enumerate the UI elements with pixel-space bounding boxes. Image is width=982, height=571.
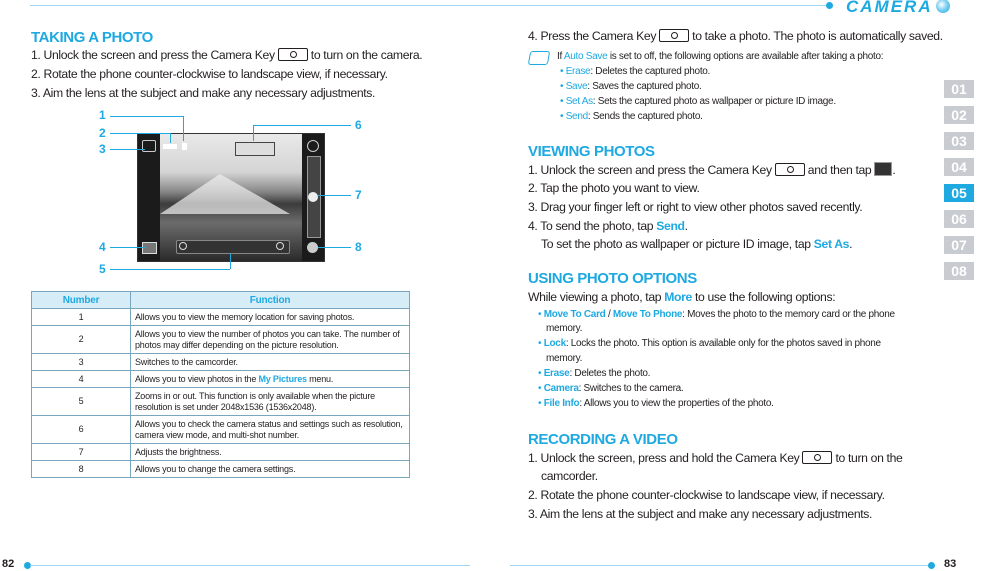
table-cell-number: 1 — [32, 309, 131, 326]
viewing-step-4-end: . — [684, 219, 688, 233]
callout-6: 6 — [355, 118, 362, 132]
callout-7-line — [318, 195, 351, 196]
option-item: • Move To Card / Move To Phone: Moves the photo to the memory card or the phone — [538, 309, 895, 320]
camera-label: Camera — [543, 383, 579, 394]
option-item-cont: memory. — [546, 353, 583, 364]
chapter-tab-04[interactable]: 04 — [944, 158, 974, 176]
recording-step-1 — [528, 451, 902, 465]
shots-remaining-indicator — [163, 144, 177, 149]
table-row — [32, 309, 410, 326]
callout-6-vline — [253, 125, 254, 141]
table-cell-number: 6 — [32, 416, 131, 444]
callout-4-line — [110, 247, 145, 248]
header-title: CAMERA — [846, 0, 933, 16]
header-rule — [30, 5, 830, 6]
settings-gear-icon — [307, 242, 318, 253]
option-item-cont: memory. — [546, 323, 583, 334]
footer-rule-right — [510, 565, 930, 566]
option-item-text: : Moves the photo to the memory card or the phone — [682, 309, 895, 320]
note-item-text: : Sends the captured photo. — [587, 111, 703, 122]
camera-screen-illustration — [137, 133, 325, 262]
callout-5-line — [110, 269, 230, 270]
footer-dot-right — [928, 562, 935, 569]
camcorder-switch-icon — [142, 140, 156, 152]
memory-location-icon — [182, 143, 187, 150]
gallery-icon — [874, 162, 892, 176]
table-header-row — [32, 292, 410, 309]
file-info-label: File Info — [543, 398, 580, 409]
table-cell-number: 5 — [32, 388, 131, 416]
note-text — [557, 51, 883, 62]
table-cell-number: 3 — [32, 354, 131, 371]
taking-step-1 — [31, 48, 422, 62]
option-item: • Camera: Switches to the camera. — [538, 383, 684, 394]
my-pictures-link: My Pictures — [258, 373, 307, 384]
callout-2-line — [110, 133, 170, 134]
zoom-out-icon — [179, 242, 187, 250]
my-pictures-post: menu. — [306, 373, 334, 384]
viewing-step-4-text: 4. To send the photo, tap — [528, 219, 657, 233]
callout-6-line — [253, 125, 351, 126]
option-sep: / — [605, 309, 613, 320]
chapter-tab-08[interactable]: 08 — [944, 262, 974, 280]
note-item: • Set As: Sets the captured photo as wallpaper or picture ID image. — [560, 96, 836, 107]
table-cell-function: Allows you to check the camera status and settings such as resolution, camera view mode, and multi-shot number. — [131, 416, 410, 444]
viewing-step-4b-text: To set the photo as wallpaper or picture ID image, tap — [541, 237, 814, 251]
send-label: Send — [656, 219, 685, 233]
set-as-label: Set As — [813, 237, 850, 251]
note-auto-save: Auto Save — [563, 51, 608, 62]
callout-2: 2 — [99, 126, 106, 140]
camera-key-icon — [802, 451, 832, 464]
table-row — [32, 354, 410, 371]
chapter-tab-06[interactable]: 06 — [944, 210, 974, 228]
move-to-phone-label: Move To Phone — [612, 309, 683, 320]
note-item: • Send: Sends the captured photo. — [560, 111, 703, 122]
table-cell-function: Allows you to view the number of photos you can take. The number of photos may differ depending on the picture resolution. — [131, 326, 410, 354]
viewing-step-4b-end: . — [849, 237, 853, 251]
table-header-number: Number — [32, 292, 131, 309]
footer-rule-left — [30, 565, 470, 566]
table-cell-number: 2 — [32, 326, 131, 354]
callout-8-line — [318, 247, 351, 248]
callout-8: 8 — [355, 240, 362, 254]
table-row — [32, 371, 410, 388]
table-cell-function: Allows you to view the memory location for saving photos. — [131, 309, 410, 326]
recording-step-1b: camcorder. — [541, 469, 598, 483]
status-icons — [235, 142, 275, 156]
callout-1-vline — [183, 116, 184, 141]
callout-2-vline — [170, 133, 171, 143]
note-item-send: Send — [565, 111, 588, 122]
heading-recording-video: RECORDING A VIDEO — [528, 431, 678, 448]
callout-4: 4 — [99, 240, 106, 254]
table-header-function: Function — [131, 292, 410, 309]
heading-taking-photo: TAKING A PHOTO — [31, 29, 153, 46]
options-intro-end: to use the following options: — [691, 290, 836, 304]
heading-viewing-photos: VIEWING PHOTOS — [528, 143, 655, 160]
taking-step-3: 3. Aim the lens at the subject and make any necessary adjustments. — [31, 86, 376, 100]
callout-1: 1 — [99, 108, 106, 122]
table-cell-number: 4 — [32, 371, 131, 388]
viewing-step-2: 2. Tap the photo you want to view. — [528, 181, 700, 195]
recording-step-2: 2. Rotate the phone counter-clockwise to landscape view, if necessary. — [528, 488, 885, 502]
camera-key-icon — [775, 163, 805, 176]
page-number-left: 82 — [2, 558, 15, 570]
taking-step-4-text-end: to take a photo. The photo is automatically saved. — [689, 29, 943, 43]
taking-step-4-text: 4. Press the Camera Key — [528, 29, 660, 43]
options-intro-text: While viewing a photo, tap — [528, 290, 665, 304]
header-orb-icon — [936, 0, 950, 13]
callout-3: 3 — [99, 142, 106, 156]
options-intro — [528, 290, 835, 304]
table-cell-function: Zooms in or out. This function is only available when the picture resolution is set under 2048x1536 (1536x2048). — [131, 388, 410, 416]
note-item: • Save: Saves the captured photo. — [560, 81, 702, 92]
viewing-step-1 — [528, 162, 895, 177]
viewing-step-1-text: 1. Unlock the screen and press the Camera Key — [528, 163, 775, 177]
taking-step-1-text: 1. Unlock the screen and press the Camera Key — [31, 48, 278, 62]
option-item: • Erase: Deletes the photo. — [538, 368, 651, 379]
taking-step-4 — [528, 29, 943, 43]
more-label: More — [664, 290, 692, 304]
page-number-right: 83 — [944, 558, 957, 570]
callout-1-line — [110, 116, 183, 117]
lock-label: Lock — [543, 338, 566, 349]
recording-step-3: 3. Aim the lens at the subject and make any necessary adjustments. — [528, 507, 873, 521]
header-rule-dot — [826, 2, 833, 9]
my-pictures-pre: Allows you to view photos in the — [135, 373, 259, 384]
chapter-tab-07[interactable]: 07 — [944, 236, 974, 254]
note-item-set-as: Set As — [565, 96, 593, 107]
table-row — [32, 416, 410, 444]
brightness-knob — [308, 192, 318, 202]
callout-7: 7 — [355, 188, 362, 202]
camera-key-icon — [659, 29, 689, 42]
option-item-text: : Allows you to view the properties of the photo. — [579, 398, 774, 409]
move-to-card-label: Move To Card — [543, 309, 606, 320]
viewing-step-1-mid: and then tap — [804, 163, 875, 177]
viewing-step-4b — [541, 237, 852, 251]
zoom-bar — [176, 240, 290, 254]
note-icon — [528, 51, 550, 65]
option-item: • File Info: Allows you to view the properties of the photo. — [538, 398, 774, 409]
callout-5: 5 — [99, 262, 106, 276]
table-row — [32, 326, 410, 354]
note-item-text: : Deletes the captured photo. — [590, 66, 711, 77]
recording-step-1-end: to turn on the — [832, 451, 903, 465]
erase-label: Erase — [543, 368, 570, 379]
gallery-icon — [142, 242, 157, 254]
taking-step-1-text-end: to turn on the camera. — [307, 48, 423, 62]
note-item-erase: Erase — [565, 66, 591, 77]
note-post: is set to off, the following options are available after taking a photo: — [607, 51, 884, 62]
callout-3-line — [110, 149, 145, 150]
viewing-step-1-end: . — [892, 163, 896, 177]
note-pre: If — [557, 51, 564, 62]
table-row — [32, 444, 410, 461]
mountain-shape — [160, 174, 290, 214]
table-cell-function: Adjusts the brightness. — [131, 444, 410, 461]
chapter-tab-01[interactable]: 01 — [944, 80, 974, 98]
viewing-step-3: 3. Drag your finger left or right to view other photos saved recently. — [528, 200, 863, 214]
table-cell-function: Switches to the camcorder. — [131, 354, 410, 371]
note-item: • Erase: Deletes the captured photo. — [560, 66, 711, 77]
heading-photo-options: USING PHOTO OPTIONS — [528, 270, 697, 287]
chapter-tab-05[interactable]: 05 — [944, 184, 974, 202]
table-cell-number: 7 — [32, 444, 131, 461]
viewing-step-4 — [528, 219, 688, 233]
chapter-tab-03[interactable]: 03 — [944, 132, 974, 150]
table-row — [32, 461, 410, 478]
note-item-text: : Sets the captured photo as wallpaper or picture ID image. — [592, 96, 836, 107]
chapter-tab-02[interactable]: 02 — [944, 106, 974, 124]
zoom-in-icon — [276, 242, 284, 250]
option-item-text: : Deletes the photo. — [569, 368, 651, 379]
table-row — [32, 388, 410, 416]
flash-icon — [307, 140, 319, 152]
callout-5-vline — [230, 254, 231, 269]
option-item-text: : Switches to the camera. — [578, 383, 684, 394]
option-item: • Lock: Locks the photo. This option is available only for the photos saved in phone — [538, 338, 881, 349]
note-item-save: Save — [565, 81, 588, 92]
table-cell-function: Allows you to change the camera settings. — [131, 461, 410, 478]
note-item-text: : Saves the captured photo. — [587, 81, 702, 92]
table-cell-number: 8 — [32, 461, 131, 478]
camera-key-icon — [278, 48, 308, 61]
option-item-text: : Locks the photo. This option is available only for the photos saved in phone — [565, 338, 881, 349]
function-table — [31, 291, 410, 478]
recording-step-1-text: 1. Unlock the screen, press and hold the Camera Key — [528, 451, 803, 465]
taking-step-2: 2. Rotate the phone counter-clockwise to landscape view, if necessary. — [31, 67, 388, 81]
table-cell-function — [131, 371, 410, 388]
